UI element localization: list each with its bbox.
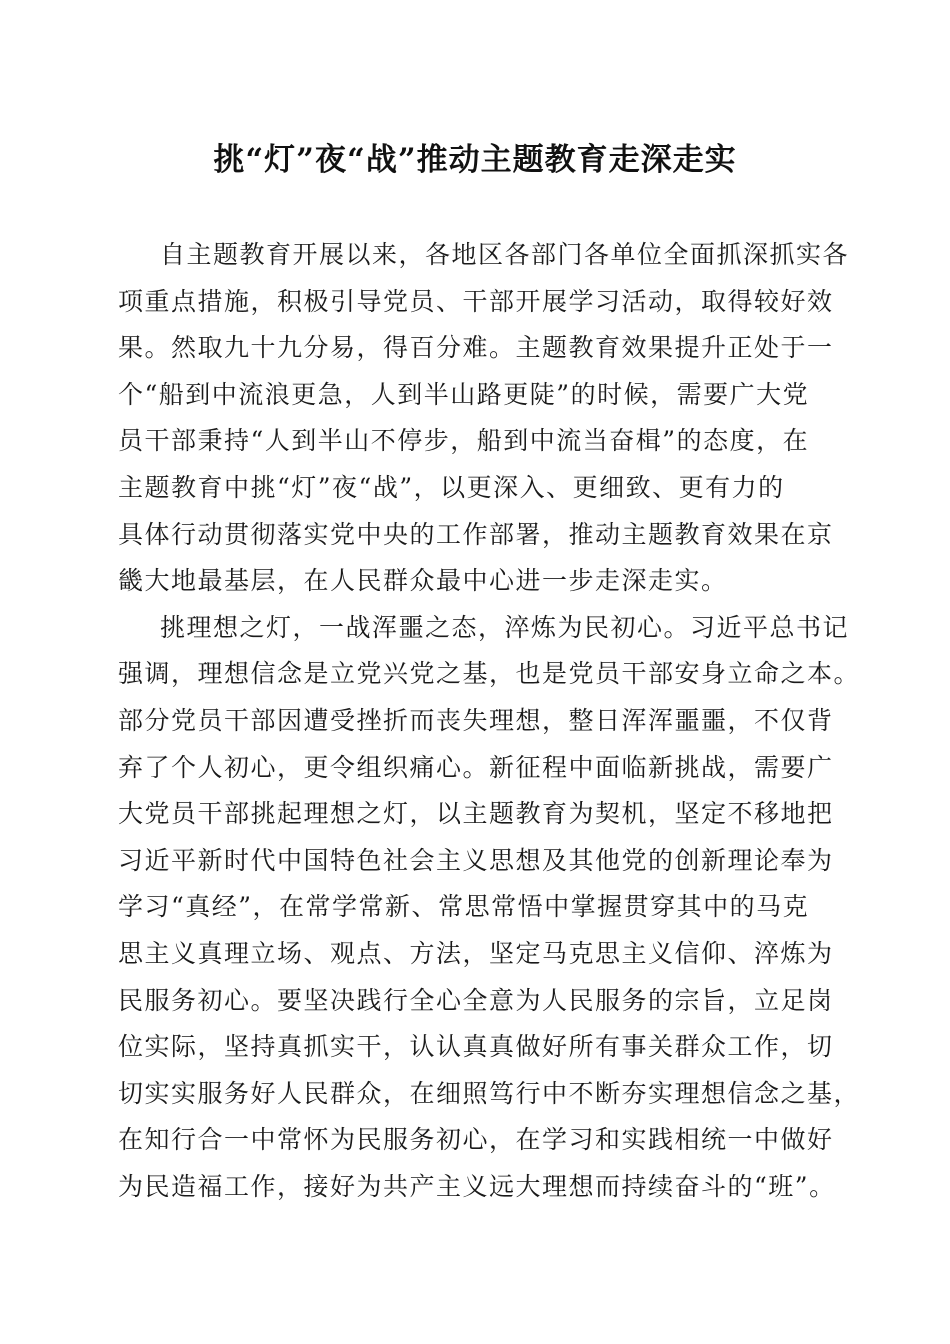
paragraph-line: 挑理想之灯，一战浑噩之态，淬炼为民初心。习近平总书记: [160, 612, 850, 642]
paragraph-line: 具体行动贯彻落实党中央的工作部署，推动主题教育效果在京: [118, 519, 834, 549]
paragraph-line: 切实实服务好人民群众，在细照笃行中不断夯实理想信念之基，: [118, 1078, 861, 1108]
paragraph-line: 项重点措施，积极引导党员、干部开展学习活动，取得较好效: [118, 286, 834, 316]
paragraph-line: 弃了个人初心，更令组织痛心。新征程中面临新挑战，需要广: [118, 752, 834, 782]
paragraph-line: 自主题教育开展以来，各地区各部门各单位全面抓深抓实各: [160, 240, 850, 269]
document-title: 挑“灯”夜“战”推动主题教育走深走实: [213, 142, 737, 178]
paragraph-2: [118, 605, 861, 1211]
paragraph-line: 学习“真经”，在常学常新、常思常悟中掌握贯穿其中的马克: [118, 892, 810, 922]
paragraph-line: 畿大地最基层，在人民群众最中心进一步走深走实。: [118, 566, 728, 596]
paragraph-line: 大党员干部挑起理想之灯，以主题教育为契机，坚定不移地把: [118, 799, 834, 829]
paragraph-line: 主题教育中挑“灯”夜“战”，以更深入、更细致、更有力的: [118, 472, 785, 502]
paragraph-line: 为民造福工作，接好为共产主义远大理想而持续奋斗的“班”。: [118, 1171, 836, 1201]
paragraph-line: 位实际，坚持真抓实干，认认真真做好所有事关群众工作，切: [118, 1032, 834, 1062]
paragraph-line: 个“船到中流浪更急，人到半山路更陡”的时候，需要广大党: [118, 379, 810, 409]
paragraph-1: [118, 232, 858, 605]
paragraph-line: 思主义真理立场、观点、方法，坚定马克思主义信仰、淬炼为: [118, 938, 834, 968]
paragraph-line: 部分党员干部因遭受挫折而丧失理想，整日浑浑噩噩，不仅背: [118, 705, 834, 735]
paragraph-line: 强调，理想信念是立党兴党之基，也是党员干部安身立命之本。: [118, 659, 861, 689]
paragraph-line: 民服务初心。要坚决践行全心全意为人民服务的宗旨，立足岗: [118, 985, 834, 1015]
paragraph-line: 习近平新时代中国特色社会主义思想及其他党的创新理论奉为: [118, 845, 834, 875]
paragraph-line: 在知行合一中常怀为民服务初心，在学习和实践相统一中做好: [118, 1125, 834, 1155]
document-body: [118, 232, 861, 1210]
paragraph-line: 果。然取九十九分易，得百分难。主题教育效果提升正处于一: [118, 333, 834, 363]
paragraph-line: 员干部秉持“人到半山不停步，船到中流当奋楫”的态度，在: [118, 426, 810, 456]
